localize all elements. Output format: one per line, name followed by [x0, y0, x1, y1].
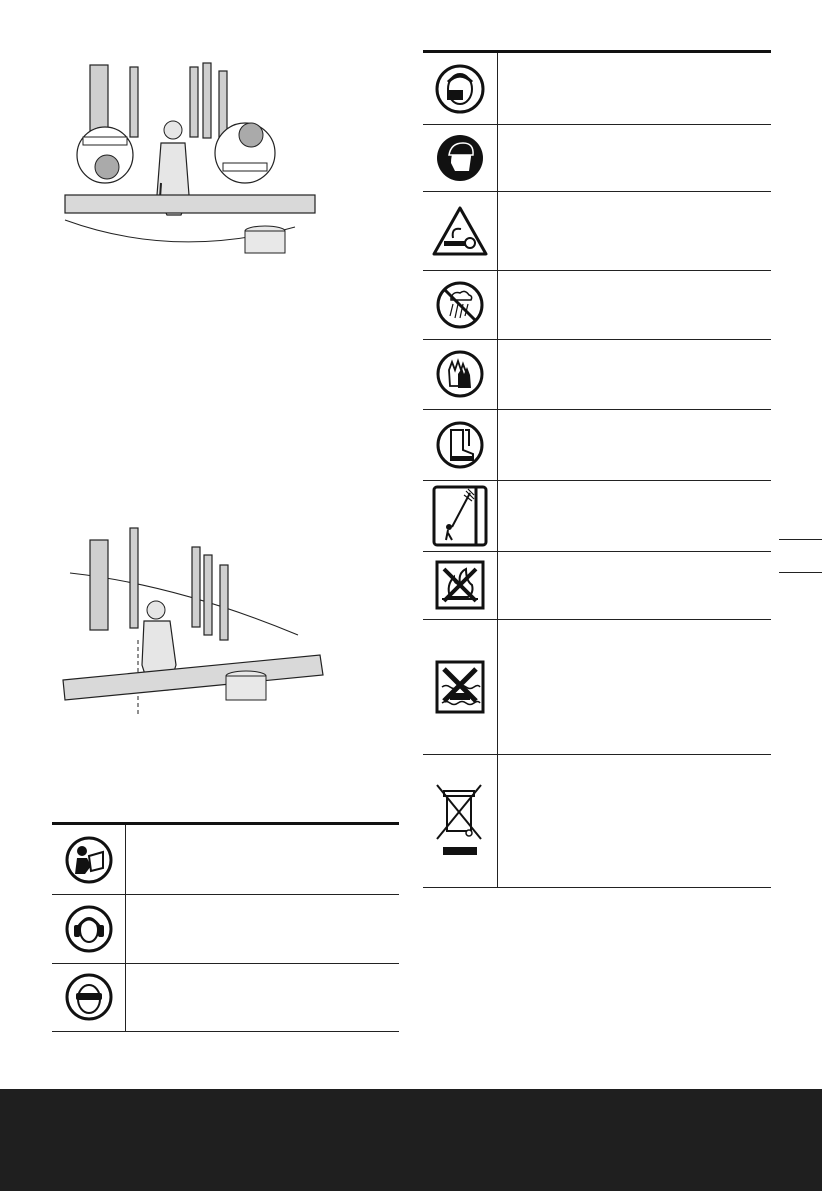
- symbol-description: [498, 754, 771, 887]
- no-water-pollution-icon: [434, 659, 486, 715]
- edge-tab-bottom-line: [779, 572, 822, 573]
- symbol-table-left: [52, 822, 399, 1032]
- eye-protection-icon: [65, 973, 113, 1021]
- symbol-row: [423, 619, 771, 755]
- footer-band: [0, 1089, 822, 1191]
- symbol-description: [498, 409, 771, 480]
- no-fire-icon: [434, 559, 486, 611]
- symbol-row: [423, 124, 771, 192]
- felling-illustration-top: [55, 55, 325, 270]
- symbol-description: [498, 53, 771, 124]
- symbol-row: [423, 191, 771, 271]
- symbol-description: [498, 124, 771, 191]
- symbol-row: [423, 551, 771, 620]
- symbol-description: [126, 894, 399, 963]
- symbol-description: [126, 825, 399, 894]
- symbol-row: [423, 754, 771, 888]
- symbol-description: [498, 619, 771, 754]
- symbol-row: [423, 480, 771, 552]
- symbol-description: [126, 963, 399, 1031]
- felling-illustration-bottom: [58, 525, 328, 720]
- symbol-row: [423, 339, 771, 410]
- symbol-description: [498, 270, 771, 339]
- symbol-row: [52, 825, 399, 895]
- no-rain-icon: [435, 280, 485, 330]
- ear-protection-icon: [65, 905, 113, 953]
- symbol-row: [423, 53, 771, 125]
- weee-bin-icon: [433, 781, 487, 861]
- symbol-table-right: [423, 50, 771, 888]
- symbol-description: [498, 191, 771, 270]
- overhead-power-hazard-icon: [432, 485, 488, 547]
- edge-tab-top-line: [779, 539, 822, 540]
- symbol-row: [52, 963, 399, 1032]
- kickback-warning-icon: [431, 205, 489, 257]
- symbol-description: [498, 551, 771, 619]
- symbol-row: [423, 270, 771, 340]
- head-protection-icon: [435, 133, 485, 183]
- face-protection-icon: [435, 64, 485, 114]
- gloves-icon: [436, 350, 484, 398]
- symbol-description: [498, 339, 771, 409]
- read-manual-icon: [65, 836, 113, 884]
- safety-boots-icon: [435, 420, 485, 470]
- symbol-row: [52, 894, 399, 964]
- symbol-row: [423, 409, 771, 481]
- symbol-description: [498, 480, 771, 551]
